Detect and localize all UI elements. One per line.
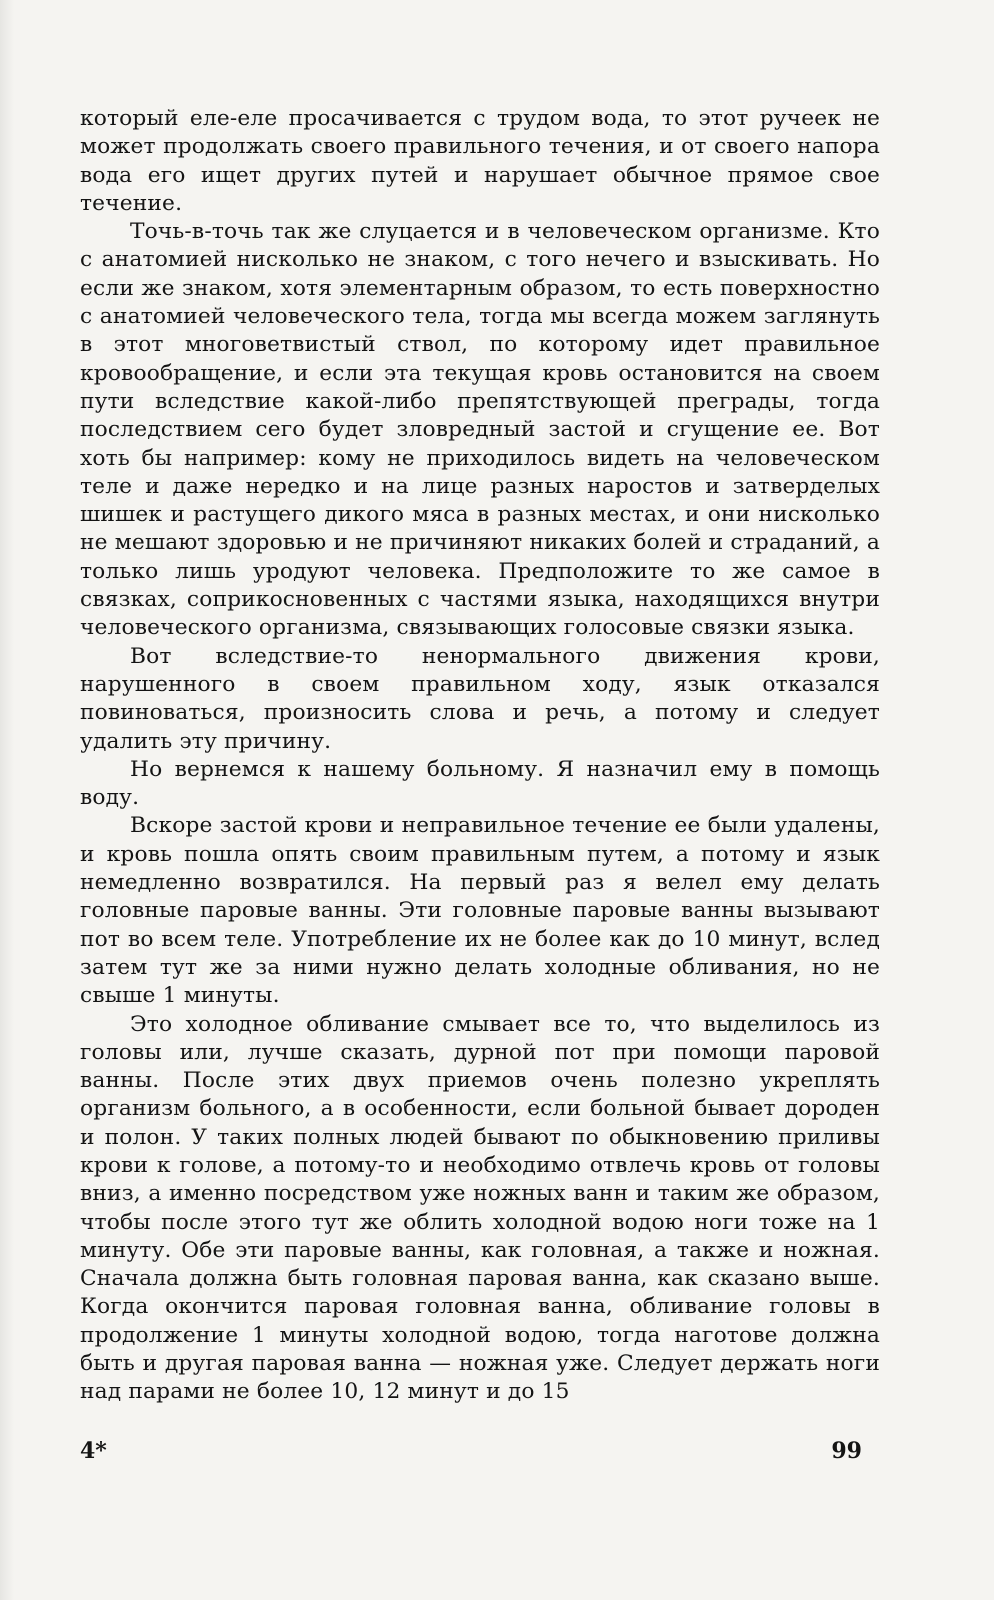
page-number: 99 xyxy=(831,1438,862,1464)
paragraph-4: Но вернемся к нашему больному. Я назначил ему в помощь воду. xyxy=(80,756,880,811)
paragraph-3: Вот вследствие-то ненормального движения крови, нарушенного в своем правильном ходу, язык отказался повиноваться, произносить слова и речь, а потому и следует удалить эту причину. xyxy=(80,643,880,754)
paragraph-2: Точь-в-точь так же слуцается и в человеческом организме. Кто с анатомией нисколько не знаком, с того нечего и взыскивать. Но если же знаком, хотя элементарным образом, то есть поверхностно с анатомией человеческого тела, тогда мы всегда можем заглянуть в этот многоветвистый ствол, по которому идет правильное кровообращение, и если эта текущая кровь остановится на своем пути вследствие какой-либо препятствующей преграды, тогда последствием сего будет зловредный застой и сгущение ее. Вот хоть бы например: кому не приходилось видеть на человеческом теле и даже нередко и на лице разных наростов и затверделых шишек и растущего дикого мяса в разных местах, и они нисколько не мешают здоровью и не причиняют никаких болей и страданий, а только лишь уродуют человека. Предположите то же самое в связках, соприкосновенных с частями языка, находящихся внутри человеческого организма, связывающих голосовые связки языка. xyxy=(80,219,880,641)
paragraph-6: Это холодное обливание смывает все то, что выделилось из головы или, лучше сказать, дурной пот при помощи паровой ванны. После этих двух приемов очень полезно укреплять организм больного, а в особенности, если больной бывает дороден и полон. У таких полных людей бывают по обыкновению приливы крови к голове, а потому-то и необходимо отвлечь кровь от головы вниз, а именно посредством уже ножных ванн и таким же образом, чтобы после этого тут же облить холодной водою ноги тоже на 1 минуту. Обе эти паровые ванны, как головная, а также и ножная. Сначала должна быть головная паровая ванна, как сказано выше. Когда окончится паровая головная ванна, обливание головы в продолжение 1 минуты холодной водою, тогда наготове должна быть и другая паровая ванна — ножная уже. Следует держать ноги над парами не более 10, 12 минут и до 15 xyxy=(80,1011,880,1405)
page-footer xyxy=(80,1438,880,1470)
paragraph-1: который еле-еле просачивается с трудом вода, то этот ручеек не может продолжать своего правильного течения, и от своего напора вода его ищет других путей и нарушает обычное прямое свое течение. xyxy=(80,106,880,216)
printer-signature: 4* xyxy=(80,1438,107,1464)
paragraph-5: Вскоре застой крови и неправильное течение ее были удалены, и кровь пошла опять своим правильным путем, а потому и язык немедленно возвратился. На первый раз я велел ему делать головные паровые ванны. Эти головные паровые ванны вызывают пот во всем теле. Употребление их не более как до 10 минут, вслед затем тут же за ними нужно делать холодные обливания, но не свыше 1 минуты. xyxy=(80,813,880,1009)
body-text xyxy=(80,105,880,1407)
page-edge-shadow xyxy=(0,0,14,1600)
